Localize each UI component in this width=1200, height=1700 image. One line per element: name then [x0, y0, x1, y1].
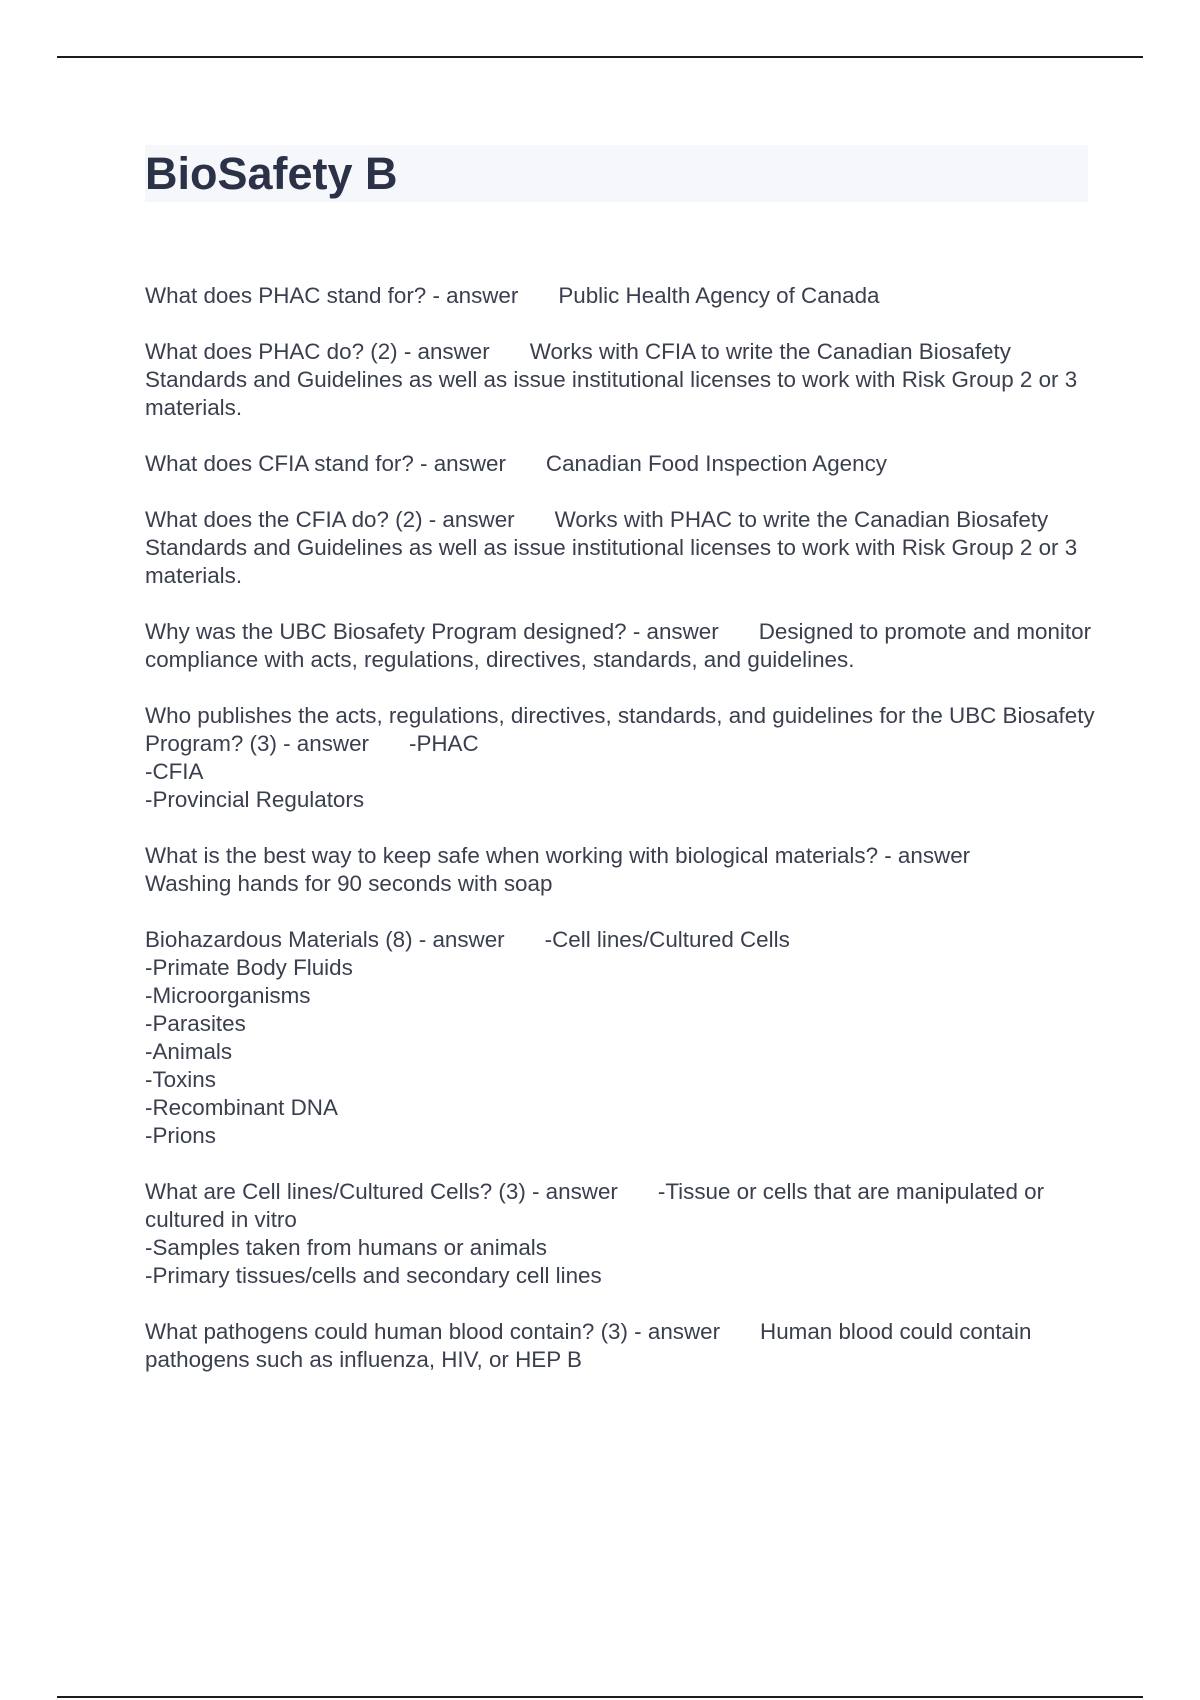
answer-text: -PHAC -CFIA -Provincial Regulators	[145, 731, 479, 812]
qa-item-6	[145, 702, 1101, 814]
question-text: What does CFIA stand for? - answer	[145, 451, 506, 476]
qa-item-10	[145, 1318, 1095, 1374]
qa-item-5	[145, 618, 1098, 674]
qa-item-3	[145, 450, 1095, 478]
question-text: What does PHAC do? (2) - answer	[145, 339, 490, 364]
qa-item-2	[145, 338, 1095, 422]
answer-text: Canadian Food Inspection Agency	[545, 451, 887, 476]
question-text: What does PHAC stand for? - answer	[145, 283, 519, 308]
answer-text: Public Health Agency of Canada	[558, 283, 880, 308]
question-text: Why was the UBC Biosafety Program designed? - answer	[145, 619, 719, 644]
answer-text: Human blood could contain pathogens such as influenza, HIV, or HEP B	[145, 1319, 1038, 1372]
answer-text: Designed to promote and monitor compliance with acts, regulations, directives, standards, and guidelines.	[145, 619, 1098, 672]
answer-text: Washing hands for 90 seconds with soap	[145, 871, 553, 896]
answer-text: -Cell lines/Cultured Cells -Primate Body Fluids -Microorganisms -Parasites -Animals -Toxins -Recombinant DNA -Prions	[145, 927, 790, 1148]
answer-text: Works with PHAC to write the Canadian Biosafety Standards and Guidelines as well as issue institutional licenses to work with Risk Group 2 or 3 materials.	[145, 507, 1084, 588]
question-text: What pathogens could human blood contain? (3) - answer	[145, 1319, 721, 1344]
qa-item-7	[145, 842, 1095, 898]
answer-text: Works with CFIA to write the Canadian Biosafety Standards and Guidelines as well as issue institutional licenses to work with Risk Group 2 or 3 materials.	[145, 339, 1084, 420]
top-rule	[57, 56, 1143, 58]
question-text: What is the best way to keep safe when working with biological materials? - answer	[145, 843, 971, 868]
question-text: What does the CFIA do? (2) - answer	[145, 507, 515, 532]
answer-text: -Tissue or cells that are manipulated or cultured in vitro -Samples taken from humans or animals -Primary tissues/cells and secondary cell lines	[145, 1179, 1045, 1288]
question-text: Biohazardous Materials (8) - answer	[145, 927, 505, 952]
qa-list	[145, 282, 1101, 1402]
qa-item-9	[145, 1178, 1095, 1290]
qa-item-4	[145, 506, 1095, 590]
question-text: Who publishes the acts, regulations, directives, standards, and guidelines for the UBC Biosafety Program? (3) - answer	[145, 703, 1101, 756]
qa-item-8	[145, 926, 1095, 1150]
bottom-rule	[57, 1696, 1143, 1698]
qa-item-1	[145, 282, 1095, 310]
document-title: BioSafety B	[145, 148, 398, 199]
question-text: What are Cell lines/Cultured Cells? (3) - answer	[145, 1179, 618, 1204]
